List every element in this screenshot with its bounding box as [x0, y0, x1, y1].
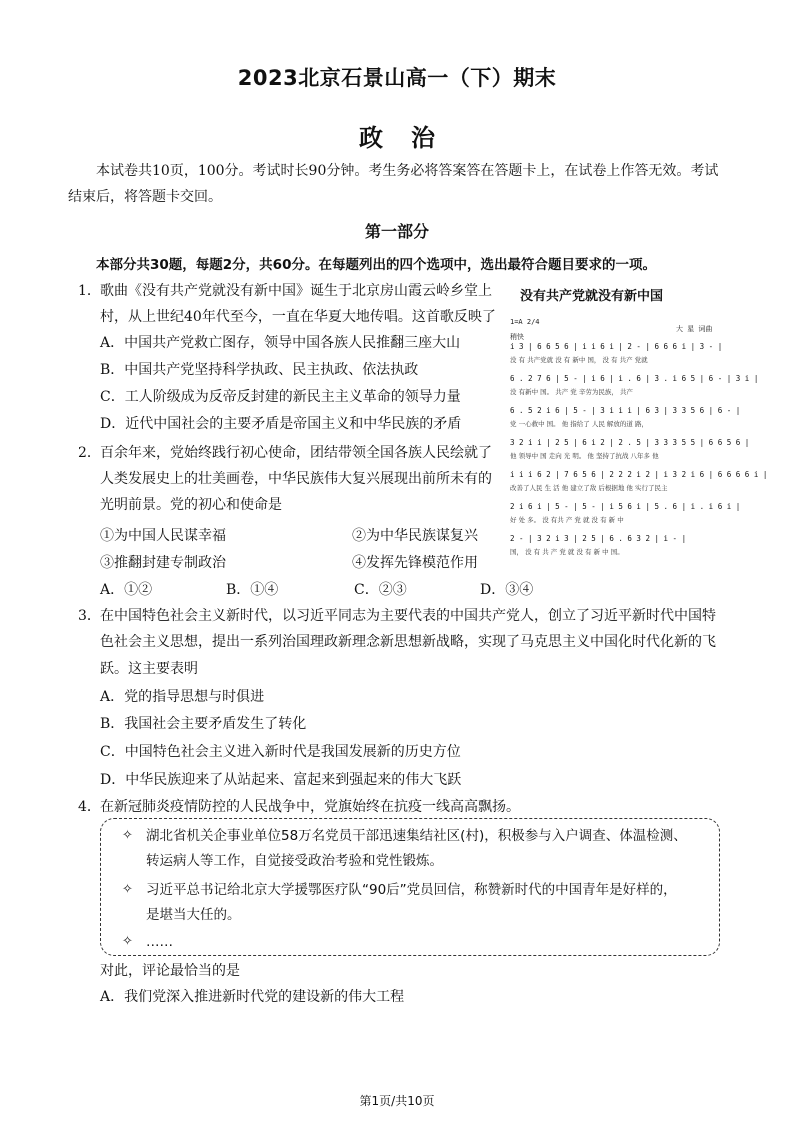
- score-lyric-row: 好 处 多。 没 有共 产 党 就 没 有 新 中: [510, 516, 624, 524]
- score-composer: 大 星 词曲: [676, 325, 713, 333]
- question-number: 3．: [78, 608, 101, 624]
- score-lyric-row: 没 有 共产党就 没 有 新中 国， 没 有 共产 党就: [510, 356, 648, 364]
- score-key: 1=A 2/4: [510, 318, 540, 326]
- option-b: B．中国共产党坚持科学执政、民主执政、依法执政: [100, 362, 419, 378]
- option-d: D．中华民族迎来了从站起来、富起来到强起来的伟大飞跃: [100, 772, 462, 788]
- option-c: C．工人阶级成为反帝反封建的新民主主义革命的领导力量: [100, 389, 461, 405]
- score-tempo: 稍快: [510, 333, 524, 341]
- option-a: A．中国共产党救亡图存，领导中国各族人民推翻三座大山: [100, 335, 461, 351]
- question-stem-line: 人类发展史上的壮美画卷，中华民族伟大复兴展现出前所未有的: [100, 471, 492, 487]
- option-a: A．我们党深入推进新时代党的建设新的伟大工程: [100, 989, 405, 1005]
- question-stem-line: 色社会主义思想，提出一系列治国理政新理念新思想新战略，实现了马克思主义中国化时代化新的飞: [100, 634, 716, 650]
- diamond-bullet-icon: ✧: [122, 934, 133, 949]
- option-c: C．中国特色社会主义进入新时代是我国发展新的历史方位: [100, 744, 461, 760]
- option-b: B．①④: [226, 582, 279, 598]
- option-a: A．①②: [100, 582, 153, 598]
- material-line: ……: [146, 934, 173, 950]
- option-d: D．近代中国社会的主要矛盾是帝国主义和中华民族的矛盾: [100, 416, 462, 432]
- statement-4: ④发挥先锋模范作用: [352, 555, 478, 571]
- score-lyric-row: 国， 没 有 共 产 党 就 没 有 新 中 国。: [510, 548, 624, 556]
- question-number: 2．: [78, 445, 101, 461]
- material-line: 转运病人等工作，自觉接受政治考验和党性锻炼。: [146, 853, 443, 869]
- question-number: 1．: [78, 283, 101, 299]
- diamond-bullet-icon: ✧: [122, 882, 133, 897]
- option-b: B．我国社会主要矛盾发生了转化: [100, 716, 307, 732]
- diamond-bullet-icon: ✧: [122, 828, 133, 843]
- option-c: C．②③: [354, 582, 407, 598]
- statement-1: ①为中国人民谋幸福: [100, 528, 226, 544]
- statement-3: ③推翻封建专制政治: [100, 555, 226, 571]
- exam-instructions: 本试卷共10页，100分。考试时长90分钟。考生务必将答案答在答题卡上，在试卷上作答无效。考试结束后，将答题卡交回。: [68, 163, 719, 205]
- score-notes-row: 3 2 i i | 2 5 | 6 i 2 | 2 . 5 | 3 3 3 5 5 | 6 6 5 6 |: [510, 438, 750, 447]
- statement-2: ②为中华民族谋复兴: [352, 528, 478, 544]
- score-notes-row: 6 . 5 2 i 6 | 5 - | 3 i i i | 6 3 | 3 3 5 6 | 6 - |: [510, 406, 741, 415]
- question-stem-line: 在中国特色社会主义新时代，以习近平同志为主要代表的中国共产党人，创立了习近平新时代中国特: [100, 608, 716, 624]
- score-notes-row: 2 i 6 i | 5 - | 5 - | i 5 6 i | 5 . 6 | i . i 6 i |: [510, 502, 741, 511]
- song-score: [506, 312, 768, 562]
- score-notes-row: 2 - | 3 2 i 3 | 2 5 | 6 . 6 3 2 | i - |: [510, 534, 687, 543]
- question-prompt: 对此，评论最恰当的是: [100, 963, 240, 979]
- score-lyric-row: 党 一心救中 国。 他 指给了 人民 解放的道 路，: [510, 420, 648, 428]
- question-number: 4．: [78, 799, 101, 815]
- score-notes-row: i i i 6 2 | 7 6 5 6 | 2 2 2 i 2 | i 3 2 i 6 | 6 6 6 6 i |: [510, 470, 768, 479]
- part-title: 第一部分: [364, 222, 429, 241]
- question-stem-line: 跃。这主要表明: [100, 661, 198, 677]
- material-line: 习近平总书记给北京大学援鄂医疗队“90后”党员回信，称赞新时代的中国青年是好样的，: [146, 882, 677, 898]
- question-stem-line: 光明前景。党的初心和使命是: [100, 497, 282, 513]
- score-lyric-row: 没 有新中 国。 共产 党 辛劳为民族， 共产: [510, 388, 633, 396]
- exam-title: 2023北京石景山高一（下）期末: [237, 66, 557, 90]
- question-stem-line: 在新冠肺炎疫情防控的人民战争中，党旗始终在抗疫一线高高飘扬。: [100, 799, 520, 815]
- question-stem-line: 百余年来，党始终践行初心使命，团结带领全国各族人民绘就了: [100, 445, 492, 461]
- part-description: 本部分共30题，每题2分，共60分。在每题列出的四个选项中，选出最符合题目要求的一项。: [96, 257, 656, 273]
- score-notes-row: 6 . 2 7 6 | 5 - | i 6 | i . 6 | 3 . i 6 5 | 6 - | 3 i |: [510, 374, 759, 383]
- score-lyric-row: 改善了人民 生 活 他 建立了敌 后根据地 他 实行了民主: [510, 484, 668, 492]
- score-lyric-row: 他 领导中 国 走向 光 明。 他 坚持了抗战 八年多 他: [510, 452, 659, 460]
- material-line: 是堪当大任的。: [146, 907, 241, 923]
- question-stem-line: 歌曲《没有共产党就没有新中国》诞生于北京房山霞云岭乡堂上: [100, 283, 492, 299]
- subject-title: 政治: [359, 124, 463, 152]
- option-a: A．党的指导思想与时俱进: [100, 689, 265, 705]
- score-notes-row: i 3 | 6 6 5 6 | i i 6 i | 2 - | 6 6 6 i | 3 - |: [510, 342, 723, 351]
- song-score-title: 没有共产党就没有新中国: [520, 289, 664, 304]
- page-footer: 第1页/共10页: [359, 1094, 435, 1108]
- option-d: D．③④: [480, 582, 534, 598]
- material-line: 湖北省机关企事业单位58万名党员干部迅速集结社区(村)，积极参与入户调查、体温检测、: [146, 828, 687, 844]
- question-stem-line: 村，从上世纪40年代至今，一直在华夏大地传唱。这首歌反映了: [100, 309, 496, 325]
